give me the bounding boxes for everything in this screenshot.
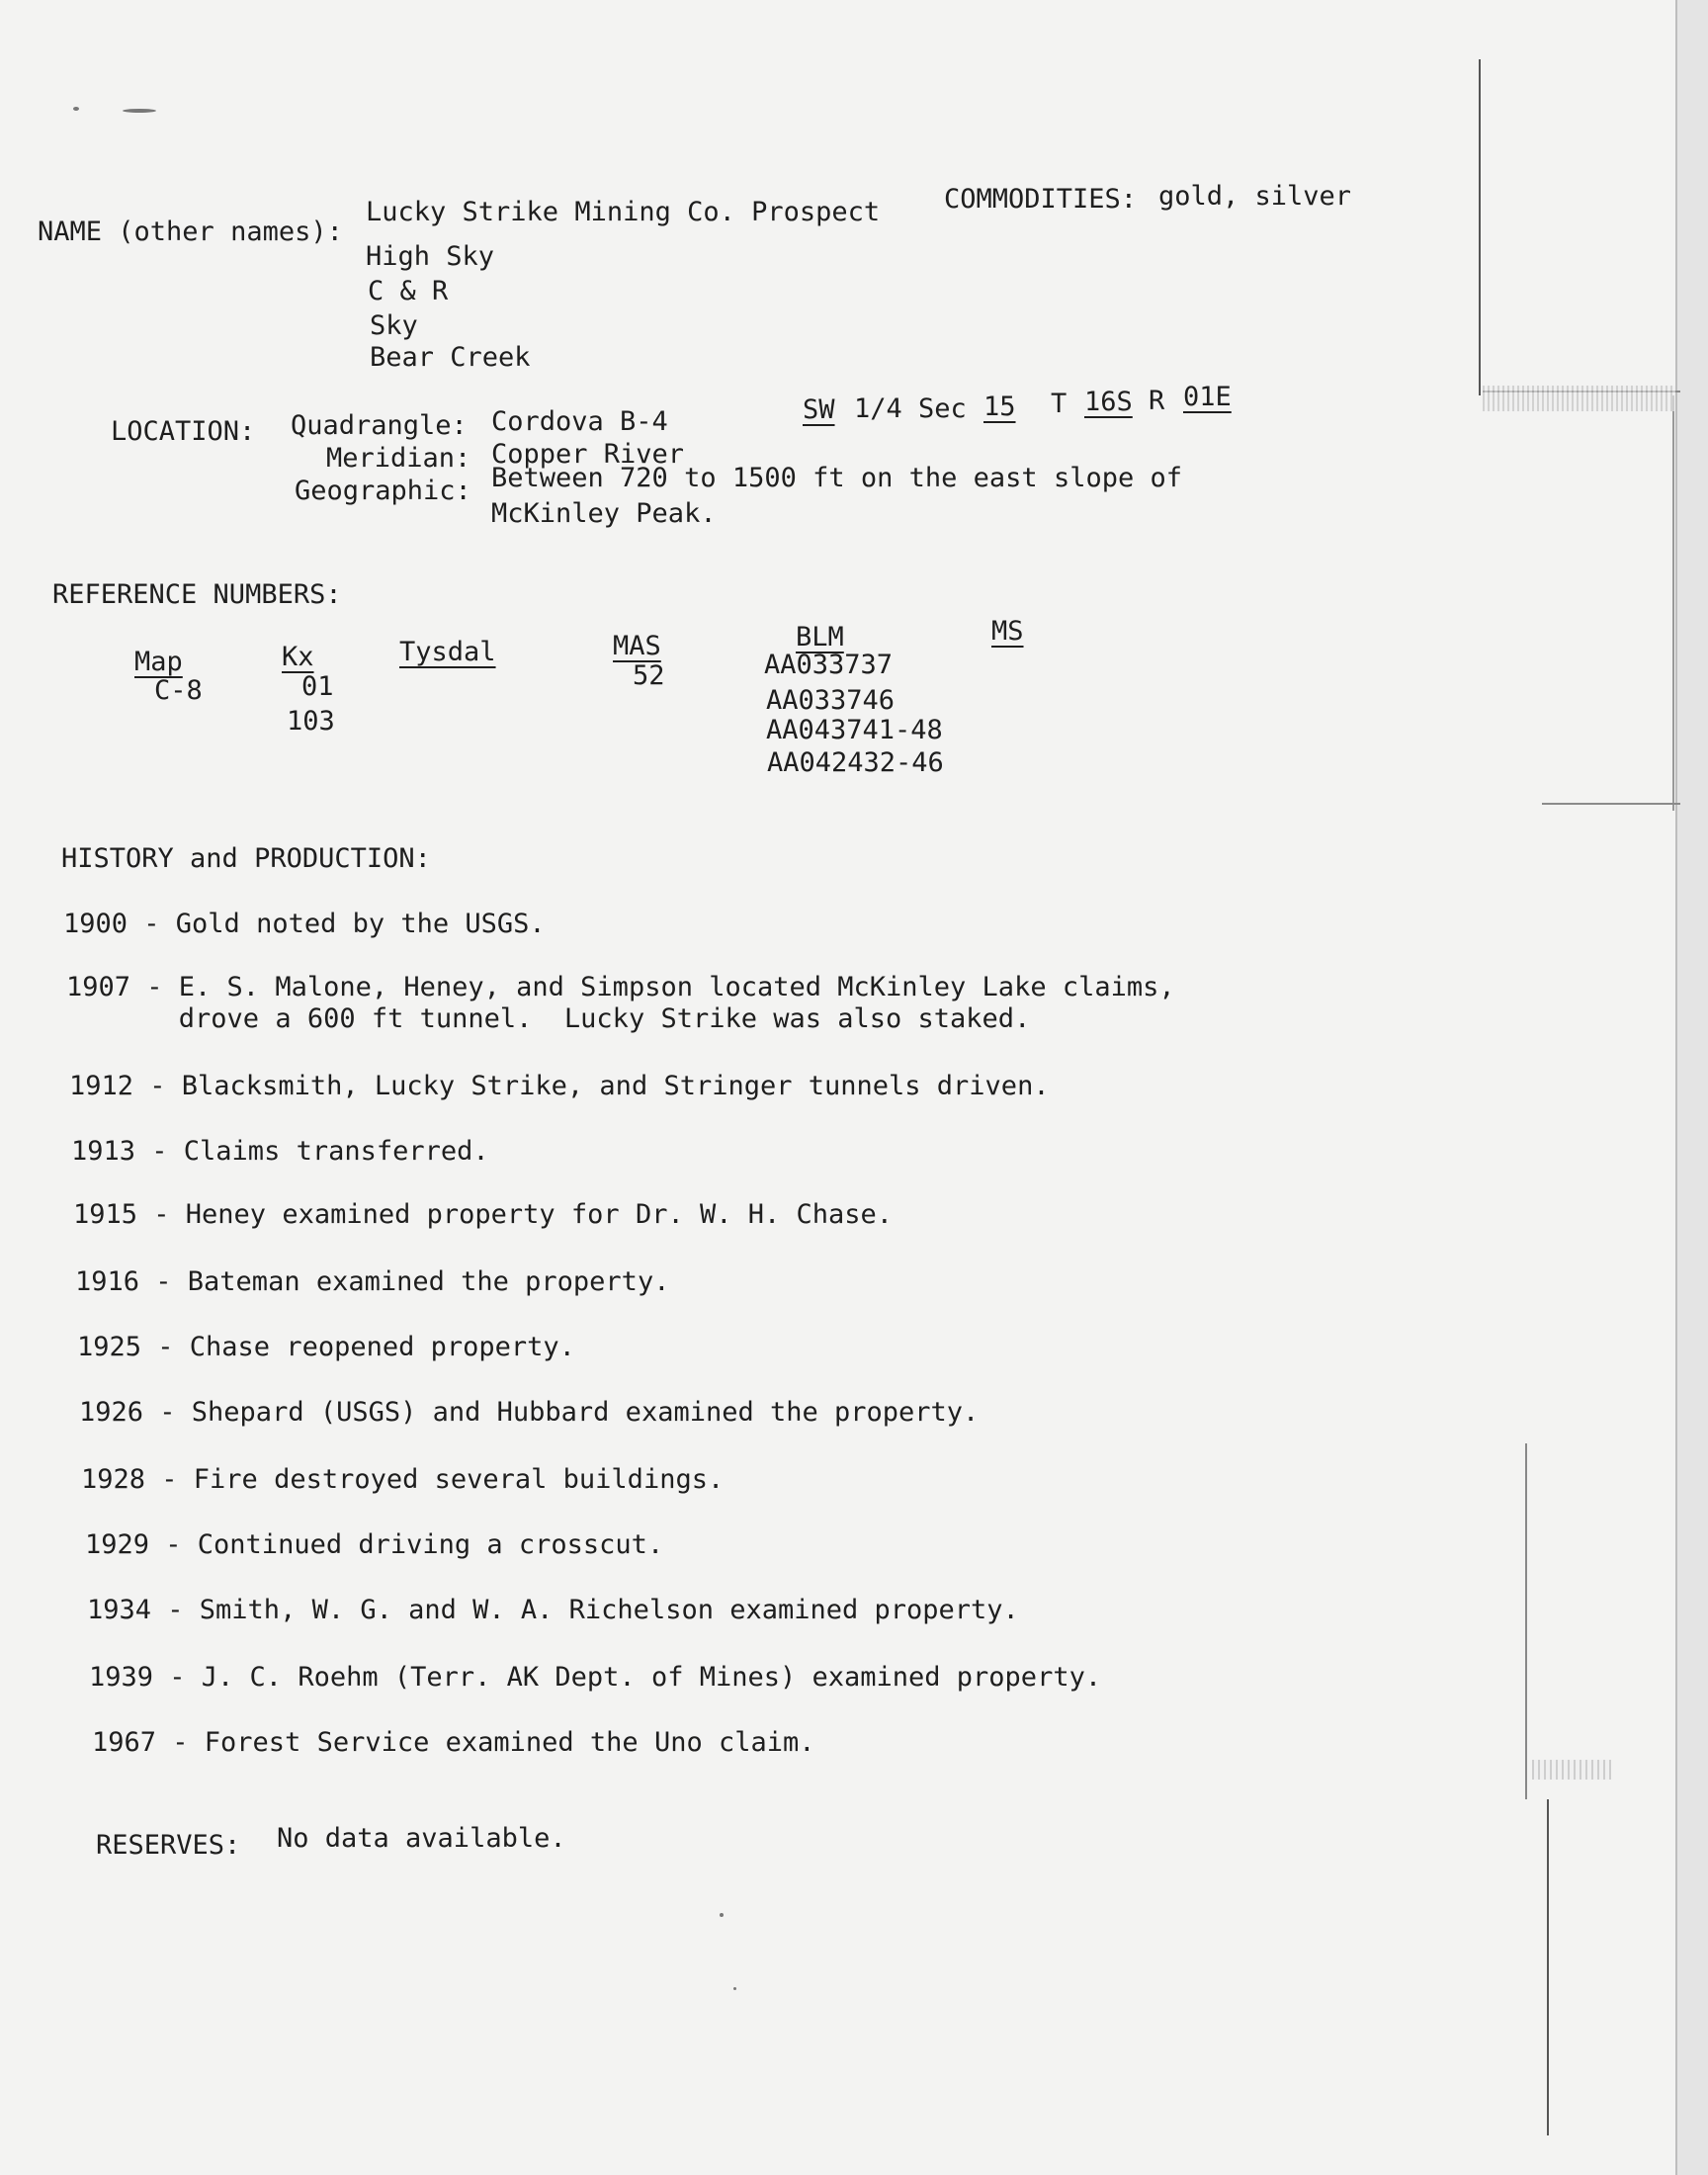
name-alt: Sky bbox=[370, 310, 418, 341]
geographic-line-2: McKinley Peak. bbox=[491, 498, 717, 529]
quadrangle-label: Quadrangle: bbox=[291, 410, 468, 441]
scan-edge-line bbox=[1672, 395, 1674, 811]
scan-edge-line bbox=[1525, 1443, 1527, 1799]
name-alt: C & R bbox=[368, 276, 449, 306]
history-entry: 1967 - Forest Service examined the Uno claim. bbox=[92, 1727, 815, 1758]
scan-edge-line bbox=[1547, 1799, 1549, 2135]
ref-blm-header: BLM bbox=[796, 622, 844, 652]
ref-kx-header: Kx bbox=[282, 642, 314, 672]
scan-right-margin bbox=[1675, 0, 1708, 2175]
commodities-label: COMMODITIES: bbox=[944, 184, 1138, 215]
quarter-value: SW bbox=[803, 394, 835, 425]
name-primary: Lucky Strike Mining Co. Prospect bbox=[366, 197, 881, 227]
history-label: HISTORY and PRODUCTION: bbox=[61, 843, 431, 874]
scan-edge-line bbox=[1479, 59, 1481, 395]
ref-tysdal-header: Tysdal bbox=[399, 637, 496, 667]
scan-speck bbox=[720, 1913, 724, 1917]
geographic-line-1: Between 720 to 1500 ft on the east slope of bbox=[491, 463, 1182, 493]
name-alt: Bear Creek bbox=[370, 342, 531, 373]
meridian-value: Copper River bbox=[491, 439, 685, 470]
reserves-label: RESERVES: bbox=[96, 1830, 241, 1861]
commodities-value: gold, silver bbox=[1158, 181, 1352, 212]
history-entry: 1907 - E. S. Malone, Heney, and Simpson located McKinley Lake claims, bbox=[66, 972, 1175, 1002]
scan-noise bbox=[1483, 386, 1675, 411]
scan-noise bbox=[1532, 1760, 1611, 1780]
ref-mas-value: 52 bbox=[633, 660, 665, 691]
ref-ms-header: MS bbox=[991, 616, 1024, 647]
history-entry: 1934 - Smith, W. G. and W. A. Richelson examined property. bbox=[87, 1595, 1019, 1625]
range-label: R bbox=[1149, 386, 1165, 416]
quarter-text: 1/4 Sec bbox=[854, 393, 967, 424]
name-label: NAME (other names): bbox=[38, 217, 343, 247]
ref-kx-value: 103 bbox=[287, 706, 335, 737]
geographic-label: Geographic: bbox=[295, 476, 471, 506]
ref-map-value: C-8 bbox=[154, 675, 203, 706]
ref-kx-value: 01 bbox=[301, 671, 334, 702]
ref-mas-header: MAS bbox=[613, 631, 661, 661]
ref-blm-value: AA033746 bbox=[766, 685, 896, 716]
history-entry: 1916 - Bateman examined the property. bbox=[75, 1266, 670, 1297]
history-entry: 1912 - Blacksmith, Lucky Strike, and Stringer tunnels driven. bbox=[69, 1071, 1050, 1101]
history-entry: 1939 - J. C. Roehm (Terr. AK Dept. of Mines) examined property. bbox=[89, 1662, 1102, 1693]
history-entry: 1900 - Gold noted by the USGS. bbox=[63, 909, 546, 939]
history-entry: 1915 - Heney examined property for Dr. W. H. Chase. bbox=[73, 1199, 894, 1230]
ref-map-header: Map bbox=[134, 647, 183, 677]
history-entry: 1926 - Shepard (USGS) and Hubbard examined the property. bbox=[79, 1397, 980, 1428]
scan-edge-line bbox=[1542, 803, 1680, 805]
section-value: 15 bbox=[983, 392, 1016, 422]
history-entry-continued: drove a 600 ft tunnel. Lucky Strike was also staked. bbox=[66, 1003, 1031, 1034]
ref-blm-value: AA042432-46 bbox=[767, 747, 944, 778]
scan-speck bbox=[123, 109, 156, 113]
history-entry: 1929 - Continued driving a crosscut. bbox=[85, 1529, 664, 1560]
quadrangle-value: Cordova B-4 bbox=[491, 406, 668, 437]
ref-blm-value: AA033737 bbox=[764, 650, 894, 680]
township-value: 16S bbox=[1084, 387, 1133, 417]
history-entry: 1925 - Chase reopened property. bbox=[77, 1332, 575, 1362]
name-alt: High Sky bbox=[366, 241, 495, 272]
reserves-value: No data available. bbox=[277, 1823, 566, 1854]
reference-numbers-label: REFERENCE NUMBERS: bbox=[52, 579, 342, 610]
scan-speck bbox=[733, 1987, 736, 1990]
history-entry: 1913 - Claims transferred. bbox=[71, 1136, 489, 1167]
township-label: T bbox=[1051, 389, 1068, 419]
history-entry: 1928 - Fire destroyed several buildings. bbox=[81, 1464, 725, 1495]
meridian-label: Meridian: bbox=[326, 443, 471, 474]
ref-blm-value: AA043741-48 bbox=[766, 715, 943, 745]
scan-speck bbox=[73, 107, 79, 111]
location-label: LOCATION: bbox=[111, 416, 256, 447]
range-value: 01E bbox=[1183, 382, 1232, 412]
